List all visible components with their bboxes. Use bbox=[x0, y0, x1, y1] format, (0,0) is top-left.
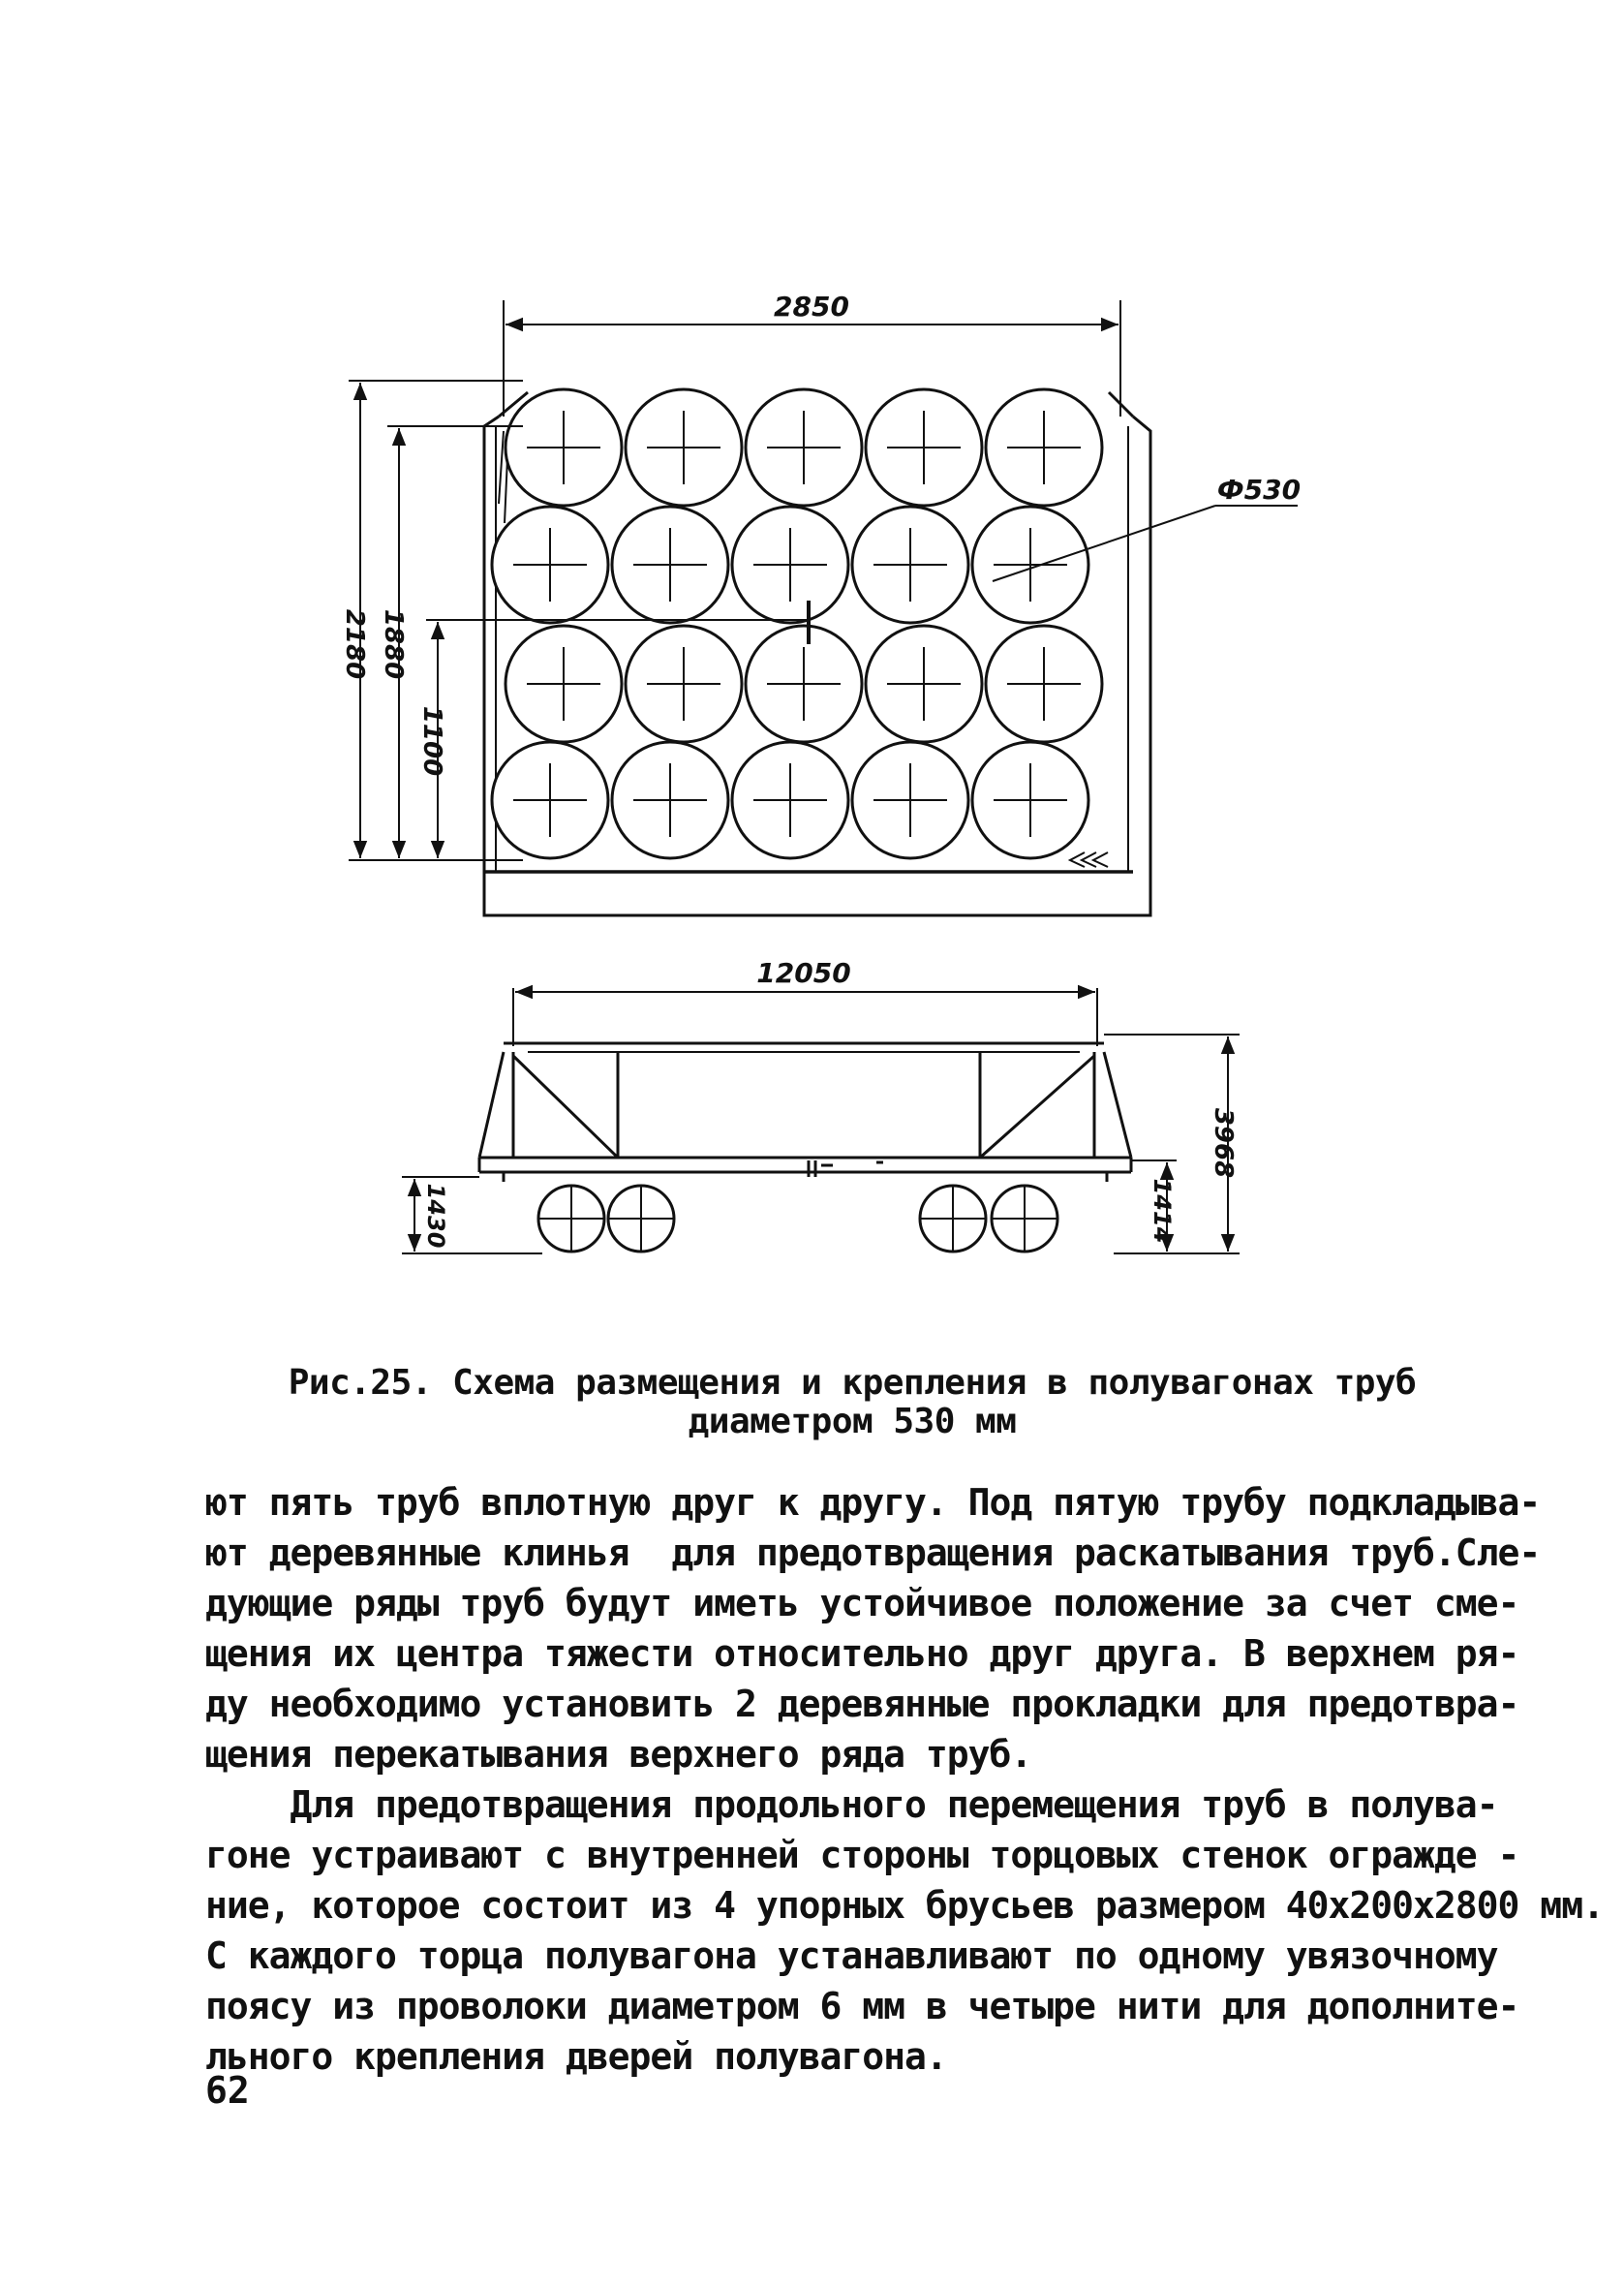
text-line: ют деревянные клинья для предотвращения раскатывания труб.Сле- bbox=[205, 1531, 1541, 1574]
side-view-dimensions bbox=[402, 988, 1240, 1253]
text-line: поясу из проволоки диаметром 6 мм в четыре нити для дополните- bbox=[205, 1985, 1519, 2027]
caption-line-2: диаметром 530 мм bbox=[688, 1402, 1017, 1441]
text-line: С каждого торца полувагона устанавливают по одному увязочному bbox=[205, 1934, 1498, 1977]
dim-length: 12050 bbox=[756, 957, 851, 989]
paragraph-2 bbox=[205, 1779, 1604, 2082]
pipe-grid bbox=[492, 389, 1102, 858]
dim-width-top: 2850 bbox=[774, 291, 849, 323]
text-line: гоне устраивают с внутренней стороны торцовых стенок огражде - bbox=[205, 1834, 1519, 1876]
text-line: льного крепления дверей полувагона. bbox=[205, 2035, 947, 2078]
dim-coupler-height: 1430 bbox=[422, 1183, 449, 1249]
figure-caption bbox=[271, 1364, 1433, 1441]
side-view bbox=[479, 1043, 1131, 1182]
paragraph-1 bbox=[205, 1477, 1541, 1779]
page-number: 62 bbox=[205, 2069, 250, 2112]
text-line: щения их центра тяжести относительно друг друга. В верхнем ря- bbox=[205, 1632, 1519, 1675]
dim-floor-height: 1414 bbox=[1149, 1178, 1176, 1244]
text-line: щения перекатывания верхнего ряда труб. bbox=[205, 1733, 1032, 1776]
wheelsets bbox=[538, 1186, 1057, 1252]
text-line: ду необходимо установить 2 деревянные прокладки для предотвра- bbox=[205, 1683, 1519, 1725]
caption-line-1: Рис.25. Схема размещения и крепления в полувагонах труб bbox=[288, 1363, 1417, 1403]
text-line: дующие ряды труб будут иметь устойчивое положение за счет сме- bbox=[205, 1582, 1519, 1624]
dim-height-wagon: 3968 bbox=[1209, 1107, 1238, 1179]
dim-height-pipes: 1880 bbox=[379, 608, 408, 680]
dim-pipe-diameter: Ф530 bbox=[1216, 474, 1302, 506]
dim-height-total: 2180 bbox=[340, 608, 369, 680]
text-line: Для предотвращения продольного перемещения труб в полува- bbox=[205, 1783, 1498, 1826]
dim-height-low: 1100 bbox=[417, 705, 446, 777]
text-line: ют пять труб вплотную друг к другу. Под пятую трубу подкладыва- bbox=[205, 1481, 1541, 1524]
text-line: ние, которое состоит из 4 упорных брусьев размером 40х200х2800 мм. bbox=[205, 1884, 1604, 1927]
